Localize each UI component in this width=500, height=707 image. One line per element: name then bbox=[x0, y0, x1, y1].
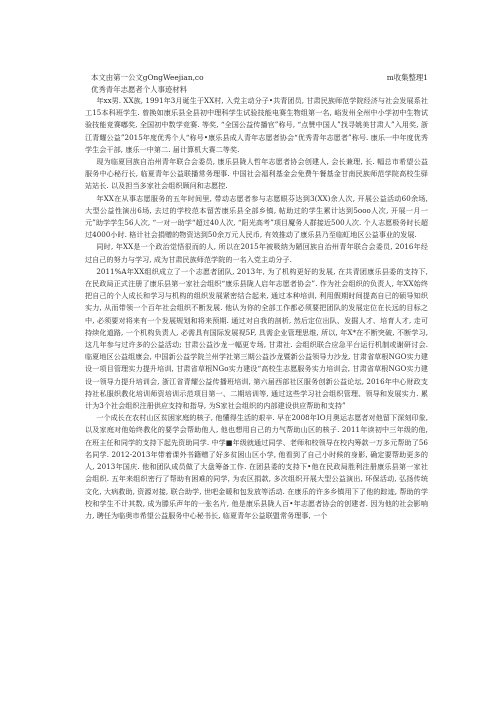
document-header bbox=[85, 72, 428, 83]
header-page-note: m收集整理1 bbox=[386, 73, 428, 82]
document-title: 优秀青年志愿者个人事迹材料 bbox=[91, 85, 188, 94]
paragraph-political: 同时, 年XX是一个政治觉悟很而的人, 所以在2015年被吸纳为陋回族自治州青年联合会委员, 2016年经过自己的努力与学习, 成为甘肃民族师范学院的一名入党主动分子. bbox=[85, 242, 428, 264]
document-page bbox=[85, 72, 428, 697]
header-source-text: 本文由第一公文gOngWeejian,co bbox=[91, 73, 204, 82]
paragraph-intro: 年xx男. XX族, 1991年3月诞生于XX村, 入党主动分子•共青团员, 甘肃民族师范学院经济与社会发展系社工15本科班学生. 曾换如康乐县全县初中理科学生试验技能电赛生物组第一名, 峪发州全州中小学初中生物试验技能竞赛嘟奖, 全国初中数学竞赛. 等奖, “全国公益传播官”称号, “点赞中国人”找寻姚美甘肃人”入用奖, 浙江青耀公益”2015年度优秀个人“称号•康乐县成人青年志愿者协会“优秀青年志愿者”称号. 康乐一中年度优秀学生会干部, 康乐一中第二. 届计算机大赛二等奖. bbox=[85, 96, 428, 154]
paragraph-current-roles: 现为临夏回族自治州青年联合会委员, 康乐县陇人哲年志愿者协会创建人, 会长兼理, 长. 幅总市希望公益服务中心秘行长, 临夏青年公益联播常务理事. 中国社会福利基金会免费午餐基金甘南民族师范学院高校生驿站站长. 以及担当多家社会组织顾问和志愿控. bbox=[85, 157, 428, 191]
paragraph-organization: 2011%A年XX组织成立了一个志愿者团队, 2013年, 为了机构更好的发展, 在共青团康乐县委的支持下, 在民政局正式注册了康乐县第一家社会组织“康乐县陇人启年志愿者协会”. 作为社会组织的负责人, 年XX始终把自己的个人成长和学习与机构的组织发展紧密结合起来, 通过本种培训, 利用假期时间提高自已的硕导知织实力, 从而带领一个百年社会组织不断发展. 他认为你的全部工作都必须要把团队的发展定位在长远的目标之中, 必须要对将来有一个发展规划和将来预期. 通过对自我的剖析, 然后定位出队、发掘人才、培育人才, 走可持续化道路, 一个机构负责人, 必需具有国际发展视5F, 具需企业管理思维, 所以, 年X*在不断突破, 不断学习, 这几年参与过许多的公益活动; 甘肃公益沙龙一幅更专场, 甘肃社. 会组织联合应急平台运行机制或谢研讨会. 临夏地区公益组康会, 中国新公益学院兰州学社第三期公益沙龙暨新公益领导力沙龙, 甘肃省草根NGO实力建设一项目管理实力提升培训, 甘肃省草根NGo实力建设“高校生志愿服务实力培训会, 甘肃省草根NGO实力建设一领导力提升培训会, 浙江省青耀公益传播班培训, 第六届西部社区服务创新公益论坛, 2016年中心财政支持社私服织教化培训师资培训示范项目第一、二期培训等, 通过这些学习社会组织管理、领导和发展实力. 累计为3个社会组织注册供应支持和指导, 为S家社会组织的内部建设供应帮助和支持” bbox=[85, 266, 428, 411]
paragraph-service-record: 年XX在从事志愿服务的五年时间里, 带动志愿者参与志愿眼芬达到3(XX)余人次, 开展公益活动60余场, 大型公益性演出6场, 去过的学校范本留苦康乐县全部乡镇, 帖助过的学生累计达到5ooo人次, 开展一月一元”助学学生56人次, “一对一助学“超过40人次, “阳光高考”项目魔务人群接近500人次. 个人志愿极务时长超过4000小时. 格计社会捐赠的物资达到50余万元人民币, 有效推动了康乐县乃至临虹地区公益事业的发展. bbox=[85, 193, 428, 240]
paragraph-growth: 一个成长在农村山区贫困家庭的核子, 他懂得生活的艰辛. 早在2008年IO月奥运志愿者对他留下深刻印象, 以及家庭对他始终教化的要学会帮助他人, 他也想用自己的力气帮助山区的核子. 2011年读初中三年级的他, 在班主任和同学的支持下起先资助同学. 中学■年级就通过同学、老师和校领导在校内筹款一万多元帮助了56名同学. 2012-2013年带着课外书籍赠了好多贫困山区小学, 他看到了自己小时候的身影, 确定要帮助更多的人, 2013年国庆. 他和团队成员做了大盘筹备工作. 在团县委的支持下•他在民政局胜利注册康乐县第一家社会组织. 五年来组织密行了帮助有困难的同学, 为农区捐款, 多次组织开展大型公益演出, 环保活动, 弘扬传统文化, 大病救助, 资源对接, 联合助学, 世吧金暖和包发放等活动. 在康乐的许多乡镇用下了他的踪迹, 帮助的学校和学生不计其数, 成为滕乐声年的一张名片, 他是康乐县陇人百•年志愿者协会的创建者. 因为他的社会影响力, 聘任为临奥市希望公益服务中心秘书长, 临夏青年公益联盟常务理事, 一个 bbox=[85, 413, 428, 520]
